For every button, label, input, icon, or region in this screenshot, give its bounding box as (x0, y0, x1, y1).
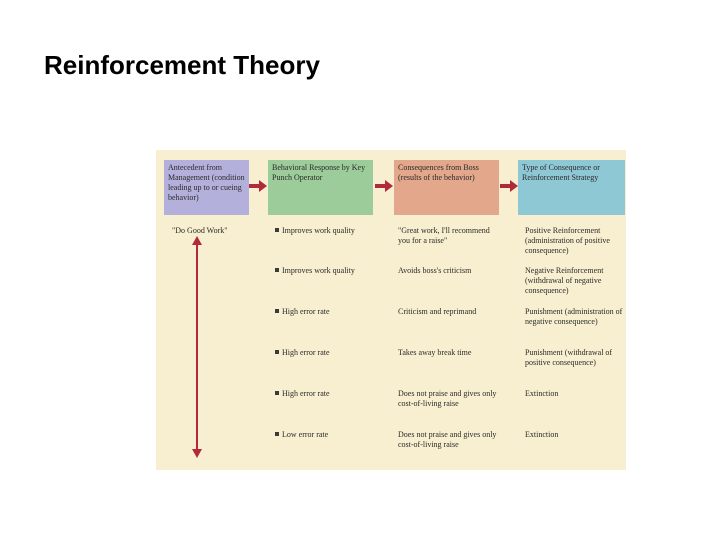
row-consequence: Takes away break time (398, 348, 472, 357)
bullet-icon (275, 391, 279, 395)
arrow-right-icon (375, 180, 393, 192)
row-response: High error rate (275, 348, 330, 358)
bullet-icon (275, 350, 279, 354)
header-type: Type of Consequence or Reinforcement Strategy (518, 160, 625, 215)
row-response: Improves work quality (275, 266, 355, 276)
row-type: Extinction (525, 430, 559, 439)
header-consequence: Consequences from Boss (results of the behavior) (394, 160, 499, 215)
row-response: High error rate (275, 307, 330, 317)
row-response: High error rate (275, 389, 330, 399)
slide-title: Reinforcement Theory (44, 50, 320, 80)
arrow-right-icon (249, 180, 267, 192)
bullet-icon (275, 309, 279, 313)
row-consequence: Does not praise and gives only cost-of-living raise (398, 430, 497, 449)
row-consequence: Does not praise and gives only cost-of-living raise (398, 389, 497, 408)
row-consequence: "Great work, I'll recommend you for a raise" (398, 226, 490, 245)
header-antecedent: Antecedent from Management (condition leading up to or cueing behavior) (164, 160, 249, 215)
header-response: Behavioral Response by Key Punch Operator (268, 160, 373, 215)
row-type: Negative Reinforcement (withdrawal of negative consequence) (525, 266, 604, 295)
row-type: Punishment (withdrawal of positive consequence) (525, 348, 613, 367)
bullet-icon (275, 228, 279, 232)
row-consequence: Avoids boss's criticism (398, 266, 472, 275)
arrow-right-icon (500, 180, 518, 192)
row-type: Extinction (525, 389, 559, 398)
row-response: Improves work quality (275, 226, 355, 236)
row-consequence: Criticism and reprimand (398, 307, 477, 316)
bullet-icon (275, 432, 279, 436)
bullet-icon (275, 268, 279, 272)
row-type: Punishment (administration of negative consequence) (525, 307, 623, 326)
reinforcement-figure (156, 150, 626, 470)
antecedent-text: "Do Good Work" (172, 226, 228, 235)
row-response: Low error rate (275, 430, 328, 440)
row-type: Positive Reinforcement (administration of positive consequence) (525, 226, 610, 255)
double-arrow-icon (192, 236, 202, 458)
